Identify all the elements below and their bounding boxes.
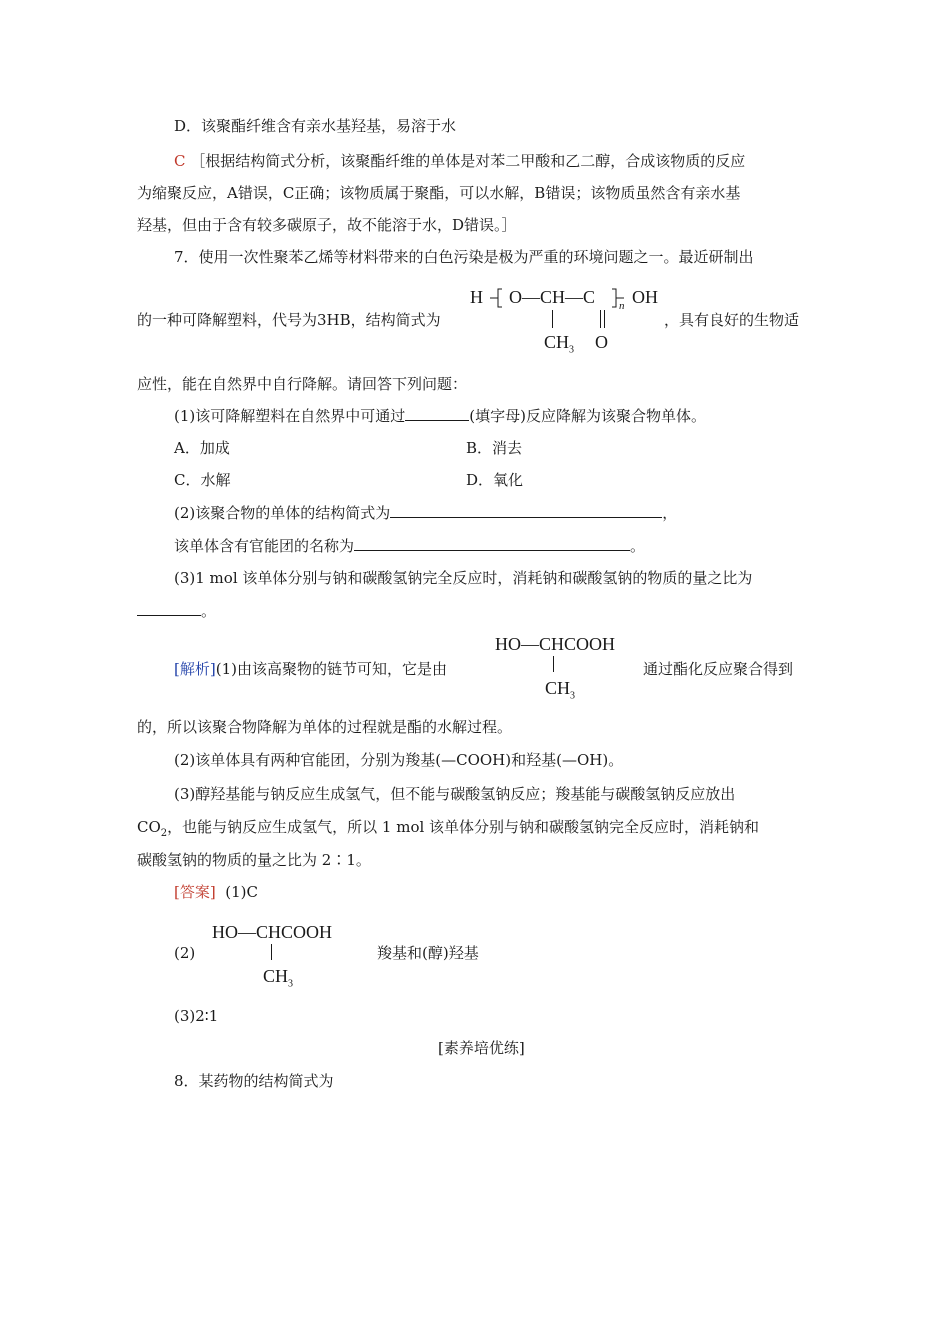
q7-stem-line-1: 7．使用一次性聚苯乙烯等材料带来的白色污染是极为严重的环境问题之一。最近研制出 bbox=[174, 248, 754, 266]
analysis-line-6: 碳酸氢钠的物质的量之比为 2∶1。 bbox=[137, 851, 371, 869]
section-title: [素养培优练] bbox=[438, 1039, 525, 1057]
q8-stem: 8．某药物的结构简式为 bbox=[174, 1072, 334, 1090]
q7-part-3b: 。 bbox=[137, 601, 216, 621]
analysis-line-2: 的，所以该聚合物降解为单体的过程就是酯的水解过程。 bbox=[137, 718, 513, 736]
q7-stem-line-2a: 的一种可降解塑料，代号为3HB，结构简式为 bbox=[137, 311, 441, 329]
answer-label: [答案] bbox=[174, 883, 216, 901]
polymer-ch3: $CH_3$ bbox=[544, 332, 575, 356]
analysis-line-1b: 通过酯化反应聚合得到 bbox=[643, 660, 794, 678]
polymer-h: H bbox=[470, 287, 483, 307]
blank-4 bbox=[137, 601, 201, 616]
explanation-line-1 bbox=[174, 151, 745, 171]
answer-line-2: (2) bbox=[174, 944, 196, 962]
monomer-bond bbox=[553, 656, 554, 672]
q7-part-2b: 该单体含有官能团的名称为 。 bbox=[174, 537, 646, 555]
explanation-line-3: 羟基，但由于含有较多碳原子，故不能溶于水，D错误。］ bbox=[137, 216, 517, 234]
analysis-line-4: (3)醇羟基能与钠反应生成氢气，但不能与碳酸氢钠反应；羧基能与碳酸氢钠反应放出 bbox=[174, 785, 736, 803]
q7-part-3a: (3)1 mol 该单体分别与钠和碳酸氢钠完全反应时，消耗钠和碳酸氢钠的物质的量之比为 bbox=[174, 569, 753, 587]
answer-monomer-ch3: $CH_3$ bbox=[263, 966, 294, 990]
answer-line-2-text: 羧基和(醇)羟基 bbox=[377, 944, 479, 962]
analysis-line-5: $CO_2$，也能与钠反应生成氢气，所以 1 mol 该单体分别与钠和碳酸氢钠完全反应时，消耗钠和 bbox=[137, 818, 760, 839]
polymer-double-bond-left bbox=[600, 310, 601, 328]
polymer-oh: OH bbox=[632, 287, 658, 307]
monomer-ch3: $CH_3$ bbox=[545, 678, 576, 702]
analysis-label: [解析] bbox=[174, 660, 216, 678]
blank-2 bbox=[390, 503, 662, 518]
option-b: B．消去 bbox=[466, 439, 523, 457]
analysis-line-1a: [解析](1)由该高聚物的链节可知，它是由 bbox=[174, 660, 447, 678]
q7-part-1: (1)该可降解塑料在自然界中可通过 (填字母)反应降解为该聚合物单体。 bbox=[174, 407, 706, 425]
explanation-line-2: 为缩聚反应，A错误，C正确；该物质属于聚酯，可以水解，B错误；该物质虽然含有亲水基 bbox=[137, 184, 741, 202]
option-d: D．该聚酯纤维含有亲水基羟基，易溶于水 bbox=[174, 117, 457, 135]
q7-part-2a: (2)该聚合物的单体的结构简式为 ， bbox=[174, 504, 678, 522]
answer-monomer-top: HO—CHCOOH bbox=[212, 922, 333, 942]
polymer-double-bond-right bbox=[604, 310, 605, 328]
answer-line-3: (3)2∶1 bbox=[174, 1007, 219, 1025]
answer-line-1: [答案] (1)C bbox=[174, 883, 258, 901]
answer-monomer-bond bbox=[271, 944, 272, 960]
analysis-line-3: (2)该单体具有两种官能团，分别为羧基(—COOH)和羟基(—OH)。 bbox=[174, 751, 624, 769]
blank-3 bbox=[354, 536, 630, 551]
blank-1 bbox=[405, 406, 469, 421]
q7-stem-line-3: 应性，能在自然界中自行降解。请回答下列问题： bbox=[137, 375, 468, 393]
polymer-chain: O—CH—C bbox=[509, 287, 596, 307]
q7-stem-line-2b: ，具有良好的生物适 bbox=[664, 311, 800, 329]
option-a: A．加成 bbox=[174, 439, 230, 457]
monomer-top: HO—CHCOOH bbox=[495, 634, 616, 654]
option-c: C．水解 bbox=[174, 471, 231, 489]
polymer-n: n bbox=[619, 300, 625, 312]
polymer-o: O bbox=[595, 332, 608, 352]
option-d-q7: D．氧化 bbox=[466, 471, 524, 489]
polymer-bond-ch3 bbox=[552, 310, 553, 328]
explanation-text-1: ［根据结构简式分析，该聚酯纤维的单体是对苯二甲酸和乙二醇，合成该物质的反应 bbox=[190, 152, 746, 170]
answer-letter: C bbox=[174, 152, 186, 170]
